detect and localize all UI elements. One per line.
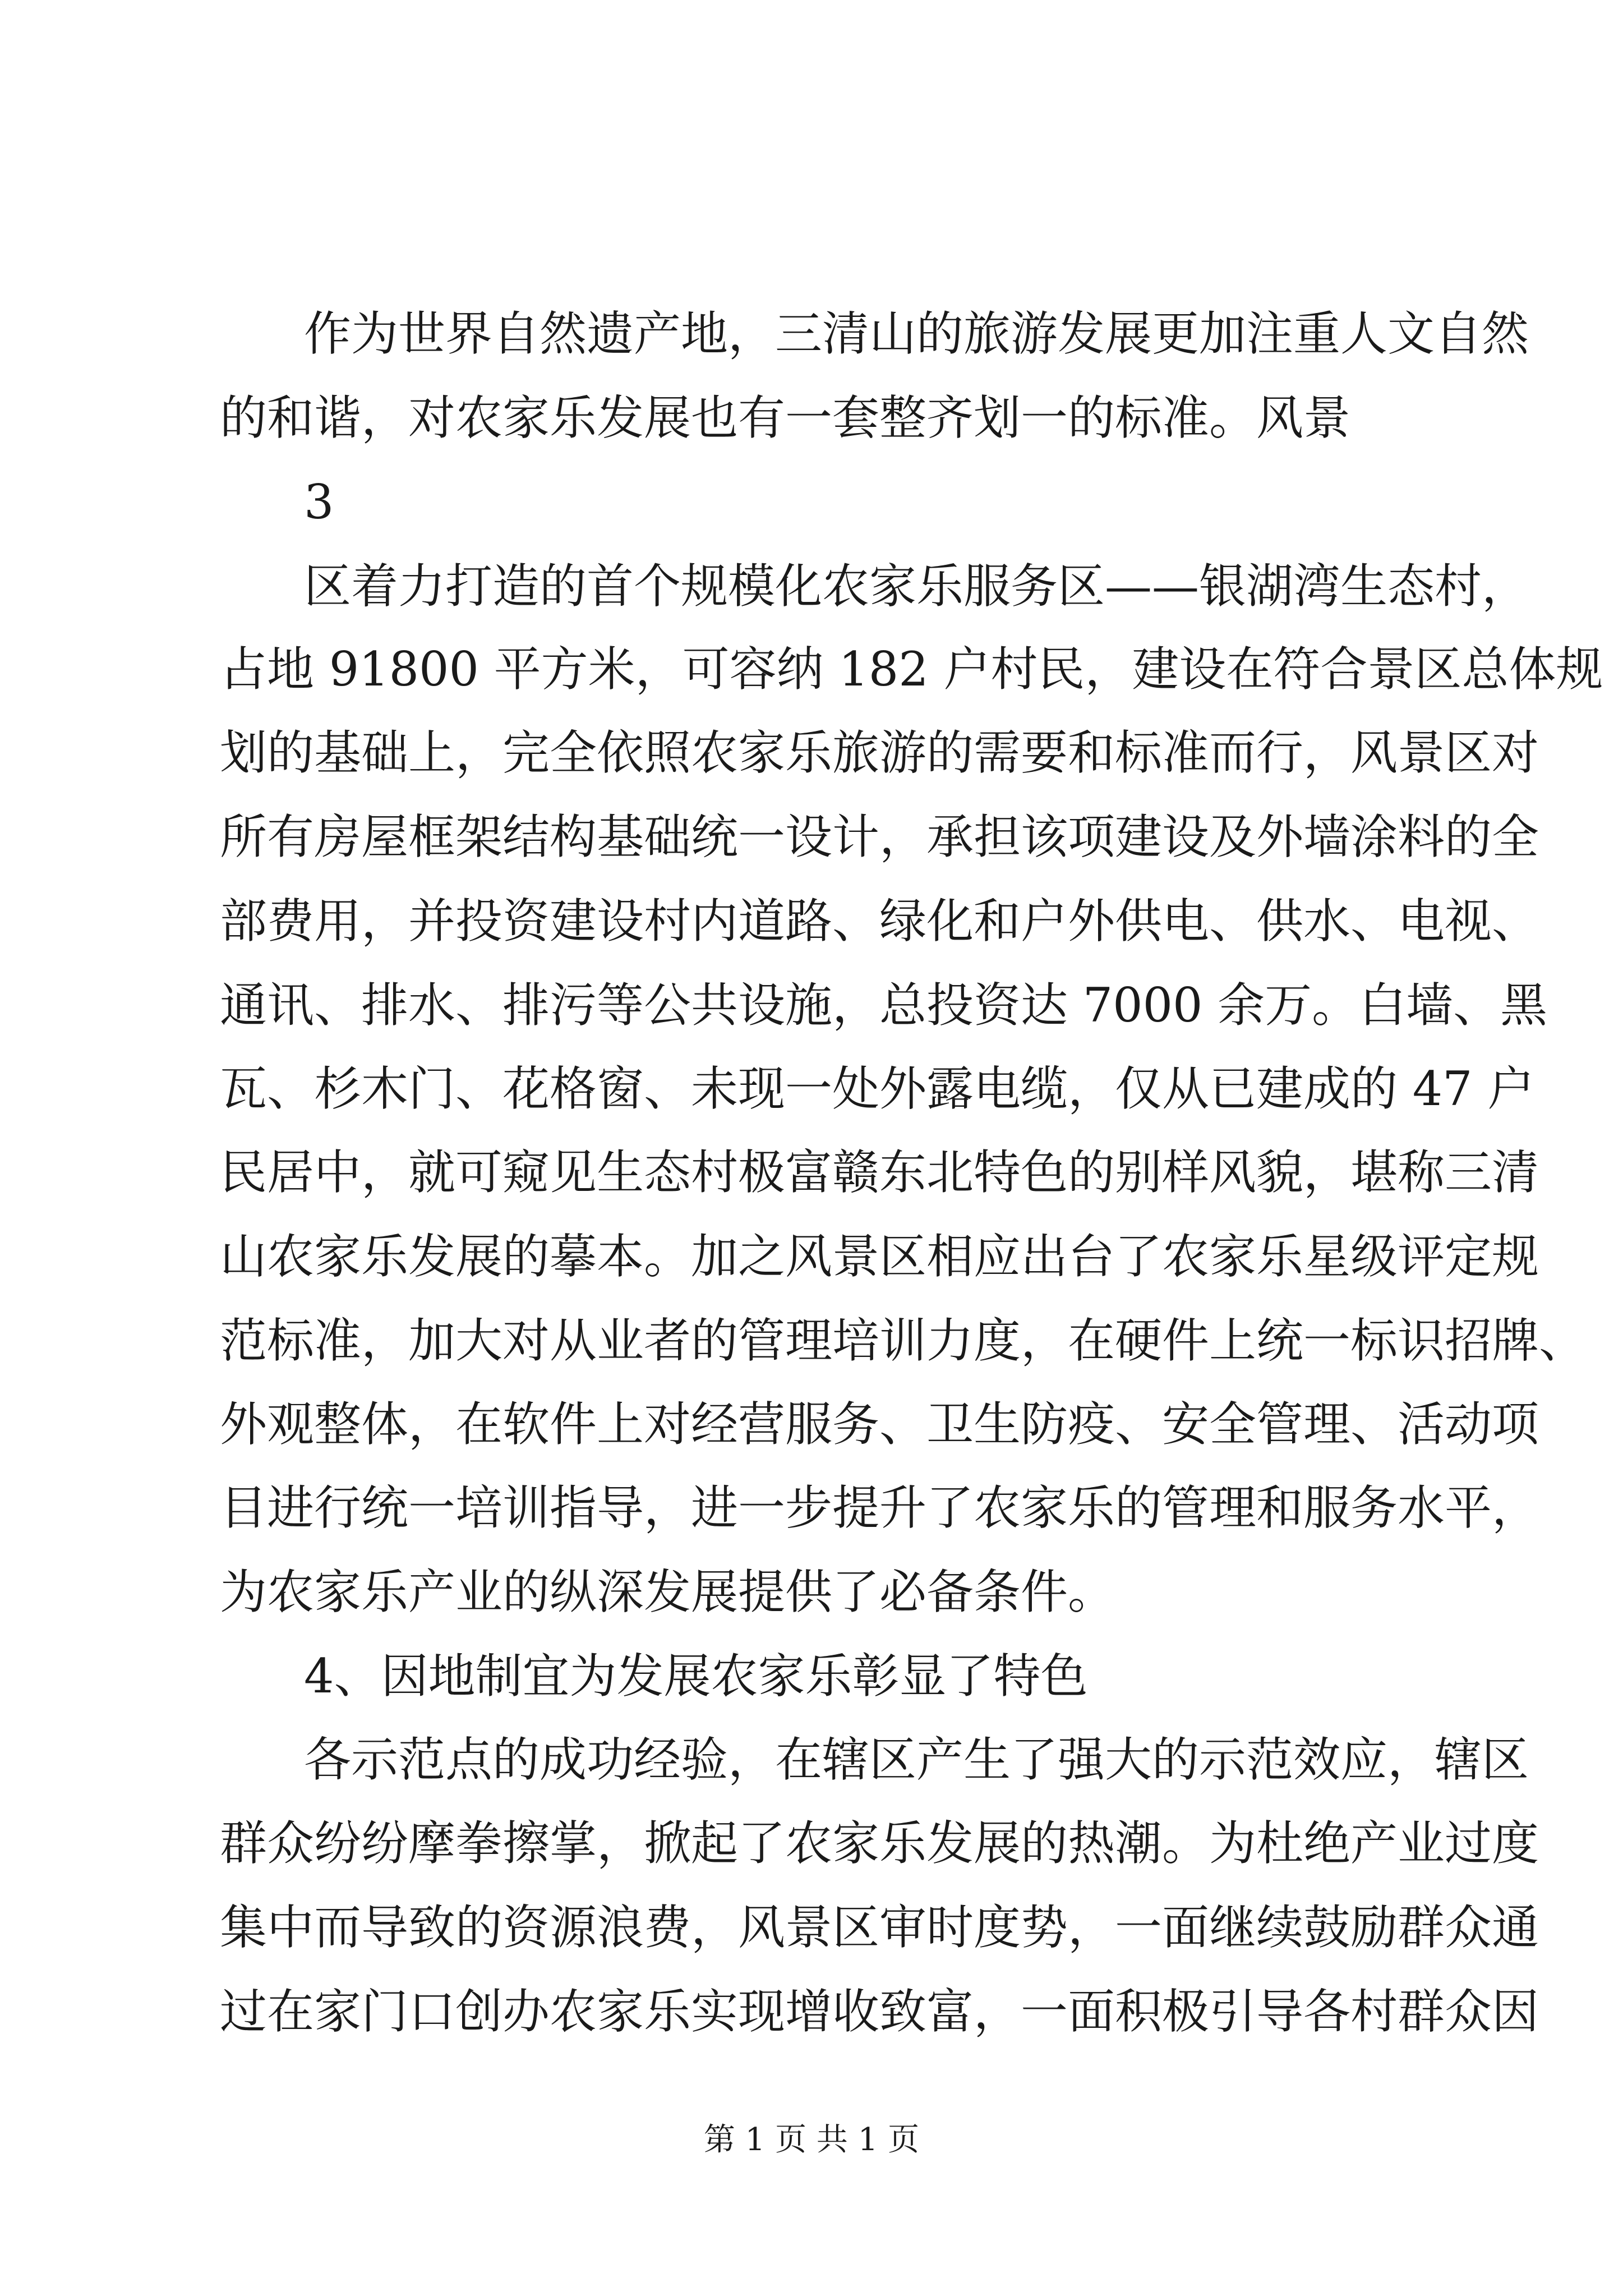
paragraph-line: 所有房屋框架结构基础统一设计，承担该项建设及外墙涂料的全 [220,809,1539,864]
paragraph-line: 为农家乐产业的纵深发展提供了必备条件。 [220,1565,1115,1619]
section-heading: 4、因地制宜为发展农家乐彰显了特色 [304,1649,1088,1704]
paragraph-line: 目进行统一培训指导，进一步提升了农家乐的管理和服务水平， [220,1480,1539,1535]
paragraph-line: 民居中，就可窥见生态村极富赣东北特色的别样风貌，堪称三清 [220,1145,1539,1200]
paragraph-line: 区着力打造的首个规模化农家乐服务区——银湖湾生态村， [304,559,1529,614]
paragraph-line: 占地 91800 平方米，可容纳 182 户村民，建设在符合景区总体规 [220,642,1603,697]
paragraph-line: 作为世界自然遗产地，三清山的旅游发展更加注重人文自然 [304,306,1529,361]
paragraph-line: 的和谐，对农家乐发展也有一套整齐划一的标准。风景 [220,390,1351,445]
paragraph-line: 范标准，加大对从业者的管理培训力度，在硬件上统一标识招牌、 [220,1313,1587,1368]
paragraph-line: 过在家门口创办农家乐实现增收致富，一面积极引导各村群众因 [220,1984,1539,2039]
paragraph-line: 部费用，并投资建设村内道路、绿化和户外供电、供水、电视、 [220,894,1539,949]
paragraph-line: 划的基础上，完全依照农家乐旅游的需要和标准而行，风景区对 [220,725,1539,780]
paragraph-line: 集中而导致的资源浪费，风景区审时度势，一面继续鼓励群众通 [220,1900,1539,1955]
paragraph-line: 瓦、杉木门、花格窗、未现一处外露电缆，仅从已建成的 47 户 [220,1061,1535,1116]
paragraph-line: 通讯、排水、排污等公共设施，总投资达 7000 余万。白墙、黑 [220,978,1548,1033]
paragraph-line: 群众纷纷摩拳擦掌，掀起了农家乐发展的热潮。为杜绝产业过度 [220,1816,1539,1871]
paragraph-line: 外观整体，在软件上对经营服务、卫生防疫、安全管理、活动项 [220,1397,1539,1452]
paragraph-line: 各示范点的成功经验，在辖区产生了强大的示范效应，辖区 [304,1732,1529,1787]
page-number-marker: 3 [304,475,334,530]
page-footer: 第 1 页 共 1 页 [703,2122,920,2158]
paragraph-line: 山农家乐发展的摹本。加之风景区相应出台了农家乐星级评定规 [220,1229,1539,1284]
